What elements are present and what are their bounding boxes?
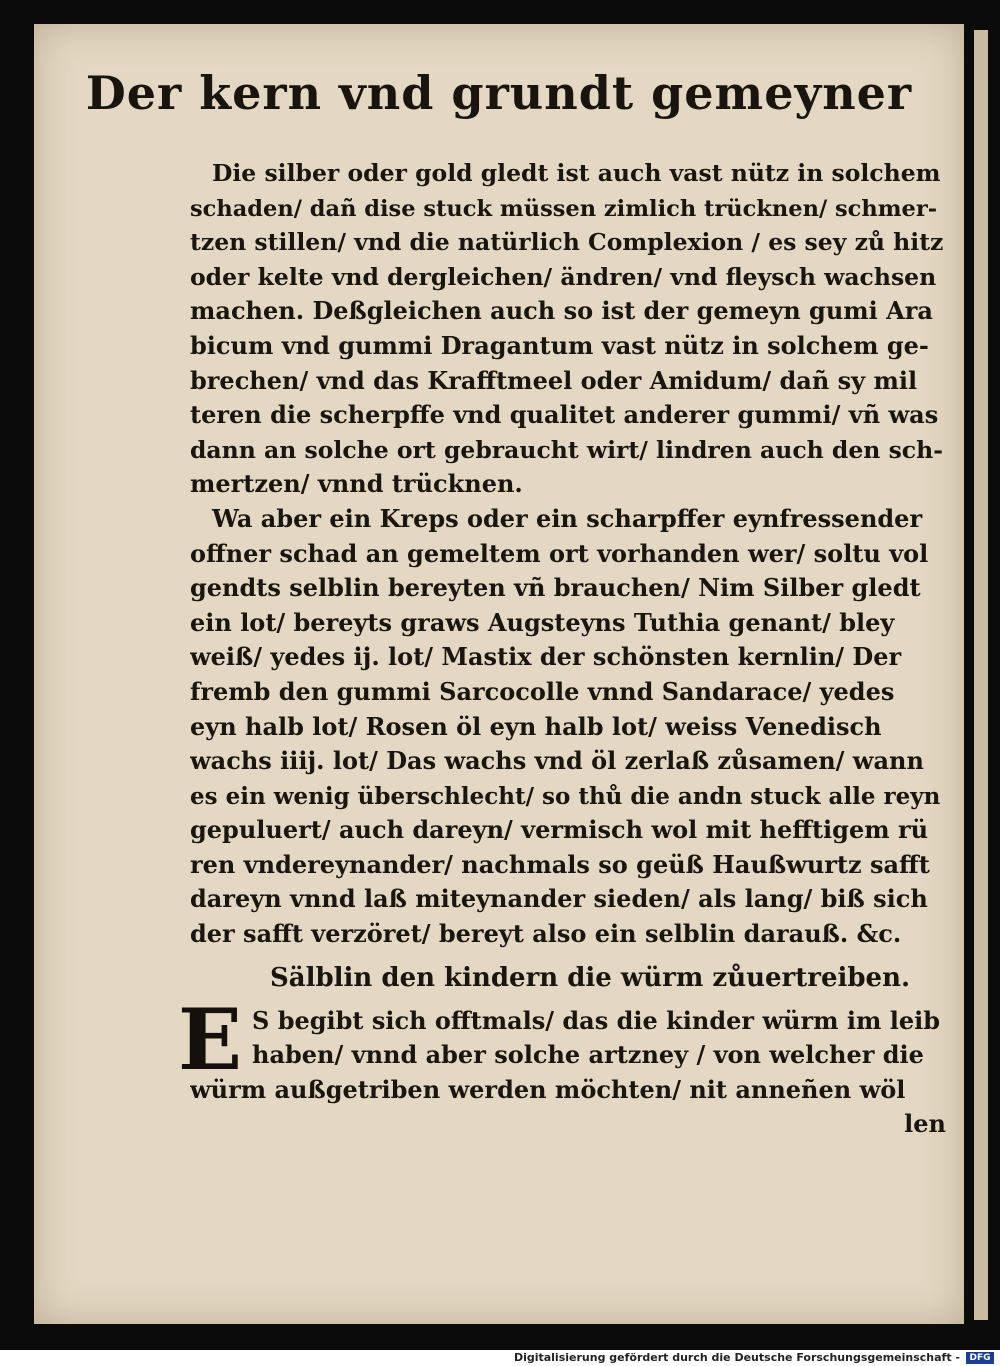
main-text — [178, 156, 950, 1142]
running-head: Der kern vnd grundt gemeyner — [85, 66, 913, 120]
text-line: haben/ vnnd aber solche artzney / von welcher die — [252, 1040, 924, 1070]
text-line: bicum vnd gummi Dragantum vast nütz in solchem ge- — [190, 330, 929, 360]
text-line: tzen stillen/ vnd die natürlich Complexion / es sey zů hitz — [190, 228, 944, 257]
text-line: Wa aber ein Kreps oder ein scharpffer eynfressender — [212, 503, 923, 533]
text-line: brechen/ vnd das Krafftmeel oder Amidum/ dañ sy mil — [190, 365, 918, 395]
funding-credit: Digitalisierung gefördert durch die Deutsche Forschungsgemeinschaft - — [513, 1351, 960, 1364]
section-heading: Sälblin den kindern die würm zůuertreiben. — [270, 962, 911, 993]
footer-bar — [0, 1350, 1000, 1366]
text-line: eyn halb lot/ Rosen öl eyn halb lot/ weiss Venedisch — [190, 711, 882, 741]
text-line: Die silber oder gold gledt ist auch vast nütz in solchem — [212, 159, 941, 187]
text-line: oder kelte vnd dergleichen/ ändren/ vnd fleysch wachsen — [190, 262, 937, 291]
text-line: machen. Deßgleichen auch so ist der gemeyn gumi Ara — [190, 296, 933, 326]
text-line: mertzen/ vnnd trücknen. — [190, 469, 523, 499]
text-line: dann an solche ort gebraucht wirt/ lindren auch den sch- — [190, 435, 943, 464]
text-line: der safft verzöret/ bereyt also ein selblin darauß. &c. — [190, 919, 902, 949]
text-line: schaden/ dañ dise stuck müssen zimlich trücknen/ schmer- — [190, 195, 938, 222]
book-page — [34, 24, 964, 1324]
text-line: S begibt sich offtmals/ das die kinder würm im leib — [252, 1005, 941, 1035]
text-line: offner schad an gemeltem ort vorhanden wer/ soltu vol — [190, 538, 929, 568]
text-line: weiß/ yedes ij. lot/ Mastix der schönsten kernlin/ Der — [190, 642, 902, 672]
text-line: dareyn vnnd laß miteynander sieden/ als lang/ biß sich — [190, 884, 928, 914]
dropcap-paragraph — [178, 989, 950, 1108]
text-line: fremb den gummi Sarcocolle vnnd Sandarace/ yedes — [190, 676, 895, 706]
dfg-logo-icon: DFG — [966, 1352, 994, 1364]
text-line: gepuluert/ auch dareyn/ vermisch wol mit hefftigem rü — [190, 815, 929, 845]
text-line: würm außgetriben werden möchten/ nit anneñen wöl — [190, 1074, 906, 1104]
text-line: ein lot/ bereyts graws Augsteyns Tuthia genant/ bley — [190, 607, 895, 637]
dropcap-letter: E — [178, 989, 243, 1089]
next-page-edge — [974, 30, 988, 1320]
text-line: wachs iiij. lot/ Das wachs vnd öl zerlaß zůsamen/ wann — [190, 746, 924, 776]
text-line: gendts selblin bereyten vñ brauchen/ Nim Silber gledt — [190, 573, 921, 603]
text-line: teren die scherpffe vnd qualitet anderer gummi/ vñ was — [190, 400, 939, 430]
catchword: len — [904, 1109, 946, 1139]
text-line: ren vndereynander/ nachmals so geüß Haußwurtz safft — [190, 849, 930, 879]
text-line: es ein wenig überschlecht/ so thů die andn stuck alle reyn — [190, 782, 941, 810]
